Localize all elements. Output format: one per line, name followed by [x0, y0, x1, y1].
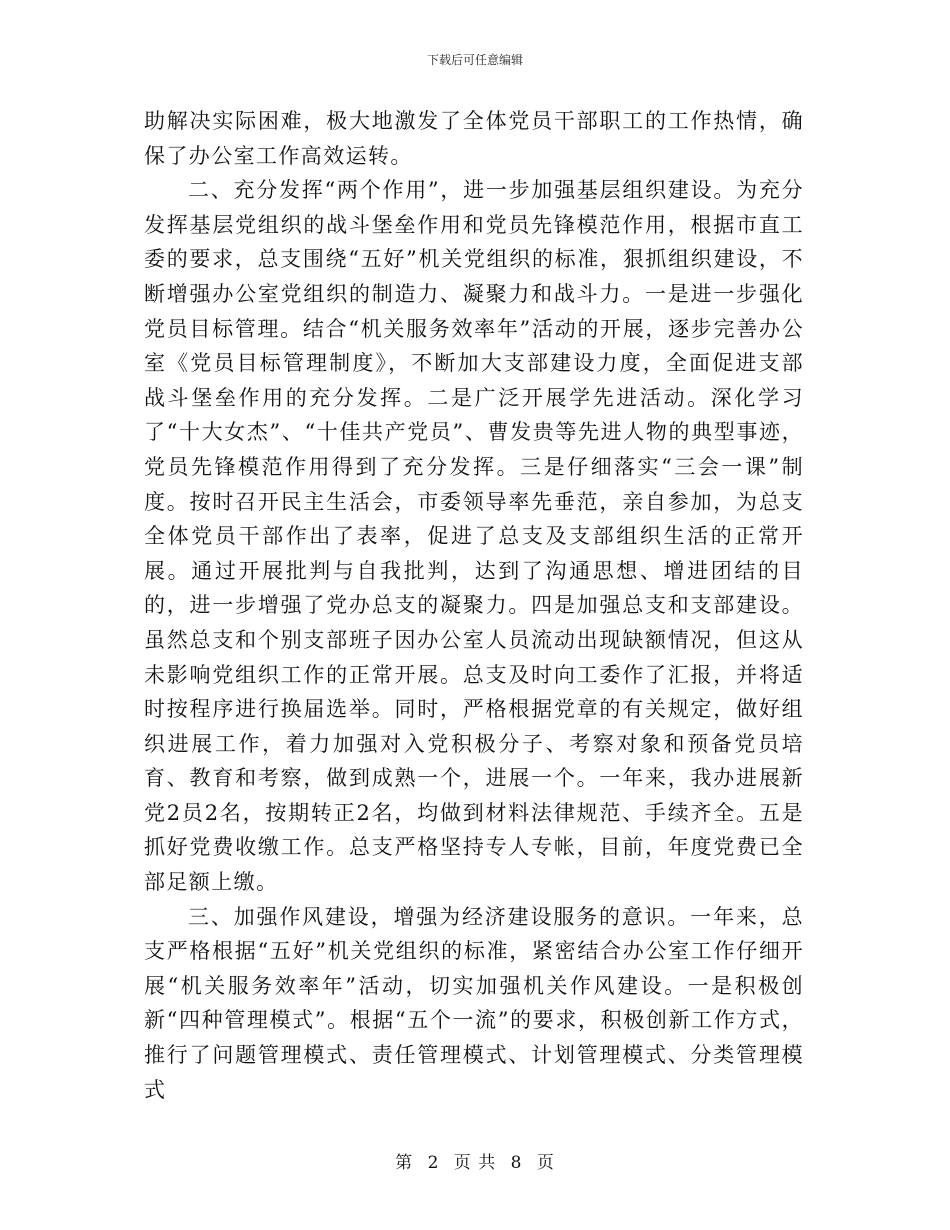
paragraph-continuation: 助解决实际困难，极大地激发了全体党员干部职工的工作热情，确保了办公室工作高效运转。	[144, 109, 804, 168]
page-header-note: 下载后可任意编辑	[426, 53, 523, 67]
paragraph-section-two: 二、充分发挥“两个作用”，进一步加强基层组织建设。为充分发挥基层党组织的战斗堡垒作用和党员先锋模范作用，根据市直工委的要求，总支围绕“五好”机关党组织的标准，狠抓组织建设，不断增强办公室党组织的制造力、凝聚力和战斗力。一是进一步强化党员目标管理。结合“机关服务效率年”活动的开展，逐步完善办公室《党员目标管理制度》，不断加大支部建设力度，全面促进支部战斗堡垒作用的充分发挥。二是广泛开展学先进活动。深化学习了“十大女杰”、“十佳共产党员”、曹发贵等先进人物的典型事迹，党员先锋模范作用得到了充分发挥。三是仔细落实“三会一课”制度。按时召开民主生活会，市委领导率先垂范，亲自参加，为总支全体党员干部作出了表率，促进了总支及支部组织生活的正常开展。通过开展批判与自我批判，达到了沟通思想、增进团结的目的，进一步增强了党办总支的凝聚力。四是加强总支和支部建设。虽然总支和个别支部班子因办公室人员流动出现缺额情况，但这从未影响党组织工作的正常开展。总支及时向工委作了汇报，并将适时按程序进行换届选举。同时，严格根据党章的有关规定，做好组织进展工作，着力加强对入党积极分子、考察对象和预备党员培育、教育和考察，做到成熟一个，进展一个。一年来，我办进展新党2员2名，按期转正2名，均做到材料法律规范、手续齐全。五是抓好党费收缴工作。总支严格坚持专人专帐，目前，年度党费已全部足额上缴。	[144, 178, 804, 895]
paragraph-section-three: 三、加强作风建设，增强为经济建设服务的意识。一年来，总支严格根据“五好”机关党组织的标准，紧密结合办公室工作仔细开展“机关服务效率年”活动，切实加强机关作风建设。一是积极创新“四种管理模式”。根据“五个一流”的要求，积极创新工作方式，推行了问题管理模式、责任管理模式、计划管理模式、分类管理模式	[144, 904, 804, 1102]
page-footer	[0, 1152, 950, 1174]
footer-page-number: 2	[427, 1153, 440, 1173]
document-body	[144, 104, 804, 1107]
footer-middle: 页 共	[453, 1153, 497, 1173]
footer-prefix: 第	[395, 1153, 414, 1173]
footer-total-pages: 8	[510, 1153, 523, 1173]
footer-suffix: 页	[536, 1153, 555, 1173]
